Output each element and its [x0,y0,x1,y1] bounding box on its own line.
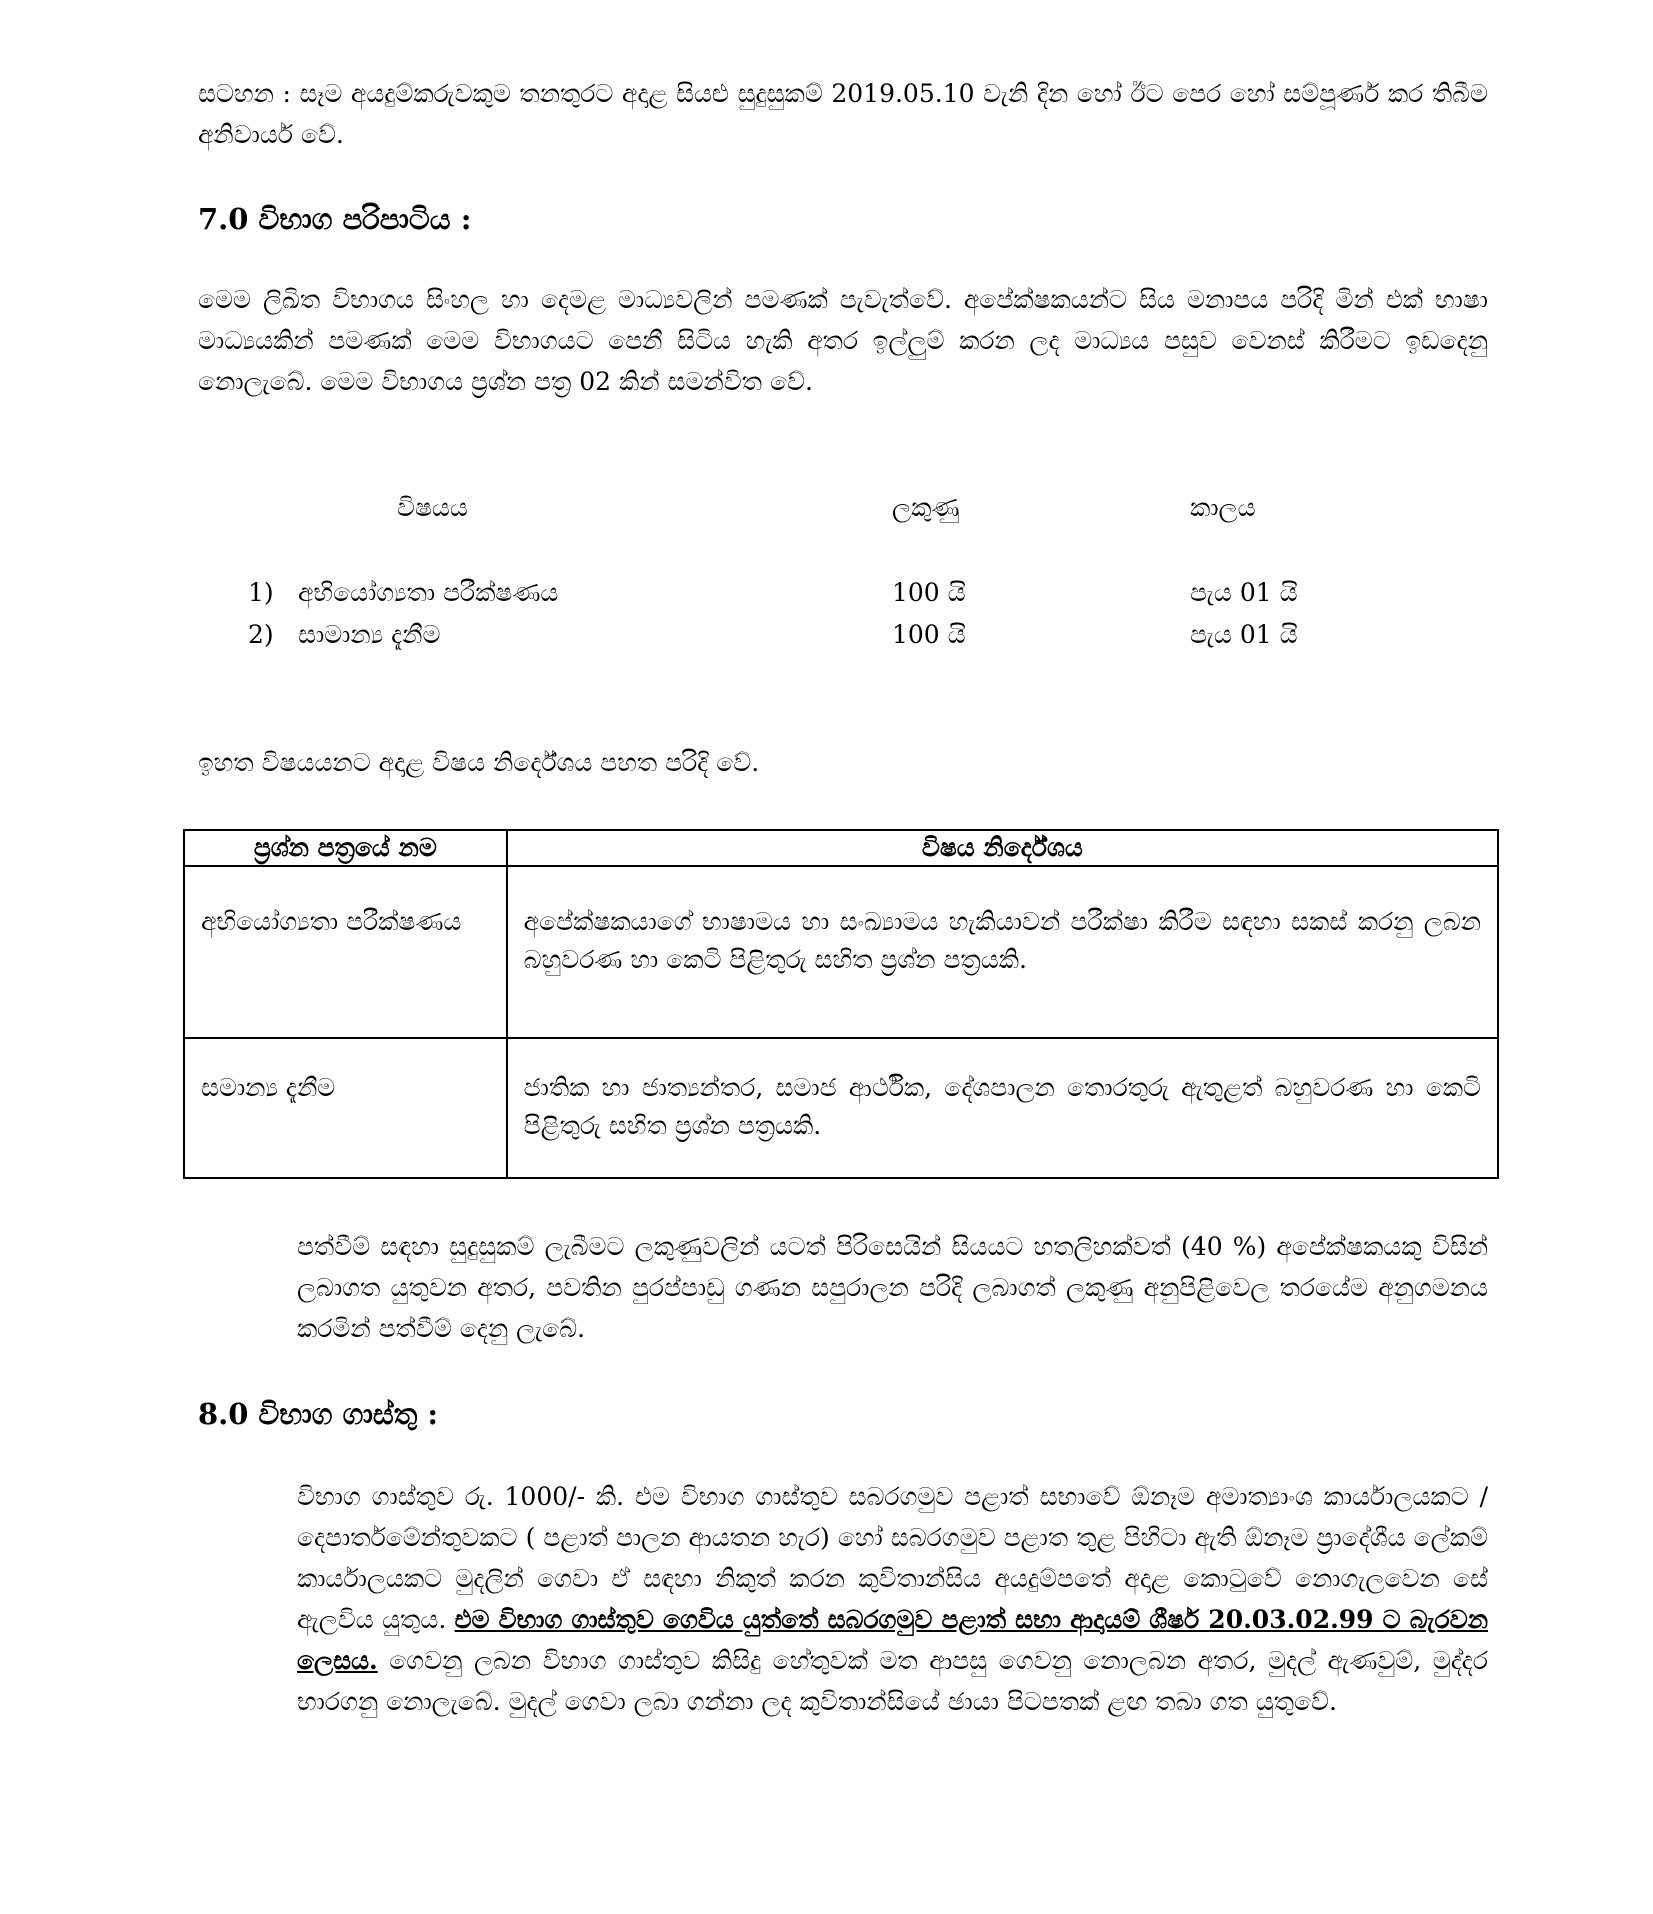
section-8-heading: 8.0 විභාග ගාස්තු : [198,1397,439,1431]
subject-marks: 100 යි [892,620,966,649]
fee-payment-instruction: එම විභාග ගාස්තුව ගෙවිය යුත්තේ සබරගමුව පළාත් සභා ආදායම් ශීර්ෂ 20.03.02.99 ට බැරවන ලෙසය. [297,1605,1488,1675]
subject-row [0,615,1653,655]
subject-row [0,573,1653,613]
exam-fee-paragraph [297,1476,1488,1722]
syllabus-intro: ඉහත විෂයයනට අදාළ විෂය නිර්දේශය පහත පරිදි වේ. [198,748,760,777]
appointment-note: පත්වීම් සඳහා සුදුසුකම් ලැබීමට ලකුණුවලින් යටත් පිරිසෙයින් සියයට හතලිහක්වත් (40 %) අපේක්ෂකයකු විසින් ලබාගත යුතුවන අතර, පවතින පුරප්පාඩු ගණන සපුරාලන පරිදි ලබාගත් ලකුණු අනුපිළිවෙල තරයේම අනුගමනය කරමින් පත්වීම් දෙනු ලැබේ. [297,1232,1488,1343]
marks-header: ලකුණු [892,493,960,522]
table-row [184,1038,1498,1178]
paper-name-cell: සමාන්‍ය දැනීම [184,1038,507,1178]
subject-marks: 100 යි [892,578,966,607]
subject-name: සාමාන්‍ය දැනීම [298,620,441,649]
table-row [184,866,1498,1038]
exam-fee-text-continued: ගෙවනු ලබන විභාග ගාස්තුව කිසිදු හේතුවක් මත ආපසු ගෙවනු නොලබන අතර, මුදල් ඇණවුම්, මුද්දර භාරගනු නොලැබේ. මුදල් ගෙවා ලබා ගන්නා ලද කුවිතාන්සියේ ඡායා පිටපතක් ළඟ තබා ගත යුතුවේ. [297,1646,1488,1716]
subject-number: 1) [248,578,274,607]
syllabus-header: විෂය නිර්දේශය [507,830,1498,866]
subject-header: විෂයය [397,493,468,522]
subjects-header-row [0,488,1653,528]
section-7-heading: 7.0 විභාග පරිපාටිය : [198,202,472,236]
syllabus-description-cell: අපේක්ෂකයාගේ භාෂාමය හා සංඛ්‍යාමය හැකියාවන් පරීක්ෂා කිරීම සඳහා සකස් කරනු ලබන බහුවරණ හා කෙටි පිළිතුරු සහිත ප්‍රශ්න පත්‍රයකි. [507,866,1498,1038]
eligibility-note: සටහන : සෑම අයදුම්කරුවකුම තනතුරට අදාළ සියළු සුදුසුකම් 2019.05.10 වැනි දින හෝ ඊට පෙර හෝ සම්පූර්ණ කර තිබීම අනිවාර්ය වේ. [198,79,1488,149]
syllabus-table [183,829,1499,1179]
subject-number: 2) [248,620,274,649]
time-header: කාලය [1190,493,1256,522]
subject-name: අභියෝග්‍යතා පරීක්ෂණය [298,578,559,607]
subject-time: පැය 01 යි [1190,620,1298,649]
syllabus-header-row [184,830,1498,866]
syllabus-description-cell: ජාතික හා ජාත්‍යන්තර, සමාජ ආර්ථික, දේශපාලන තොරතුරු ඇතුළත් බහුවරණ හා කෙටි පිළිතුරු සහිත ප්‍රශ්න පත්‍රයකි. [507,1038,1498,1178]
section-7-intro: මෙම ලිඛිත විභාගය සිංහල හා දෙමළ මාධ්‍යවලින් පමණක් පැවැත්වේ. අපේක්ෂකයන්ට සිය මනාපය පරිදි මින් එක් භාෂා මාධ්‍යයකින් පමණක් මෙම විභාගයට පෙනී සිටිය හැකි අතර ඉල්ලුම් කරන ලද මාධ්‍යය පසුව වෙනස් කිරීමට ඉඩදෙනු නොලැබේ. මෙම විභාගය ප්‍රශ්න පත්‍ර 02 කින් සමන්විත වේ. [198,285,1488,396]
exam-fee-text: විභාග ගාස්තුව රු. 1000/- කි. එම විභාග ගාස්තුව සබරගමුව පළාත් සභාවේ ඕනෑම අමාත්‍යාංශ කාර්යාලයකට / දෙපාර්තමේන්තුවකට ( පළාත් පාලන ආයතන හැර) හෝ සබරගමුව පළාත තුළ පිහිටා ඇති ඕනෑම ප්‍රාදේශීය ලේකම් කාර්යාලයකට මුදලින් ගෙවා ඒ සඳහා නිකුත් කරන කුවිතාන්සිය අයදුම්පතේ අදාළ කොටුවේ නොගැලවෙන සේ ඇලවිය යුතුය. [297,1482,1488,1634]
paper-name-cell: අභියෝග්‍යතා පරීක්ෂණය [184,866,507,1038]
paper-name-header: ප්‍රශ්න පත්‍රයේ නම [184,830,507,866]
subject-time: පැය 01 යි [1190,578,1298,607]
